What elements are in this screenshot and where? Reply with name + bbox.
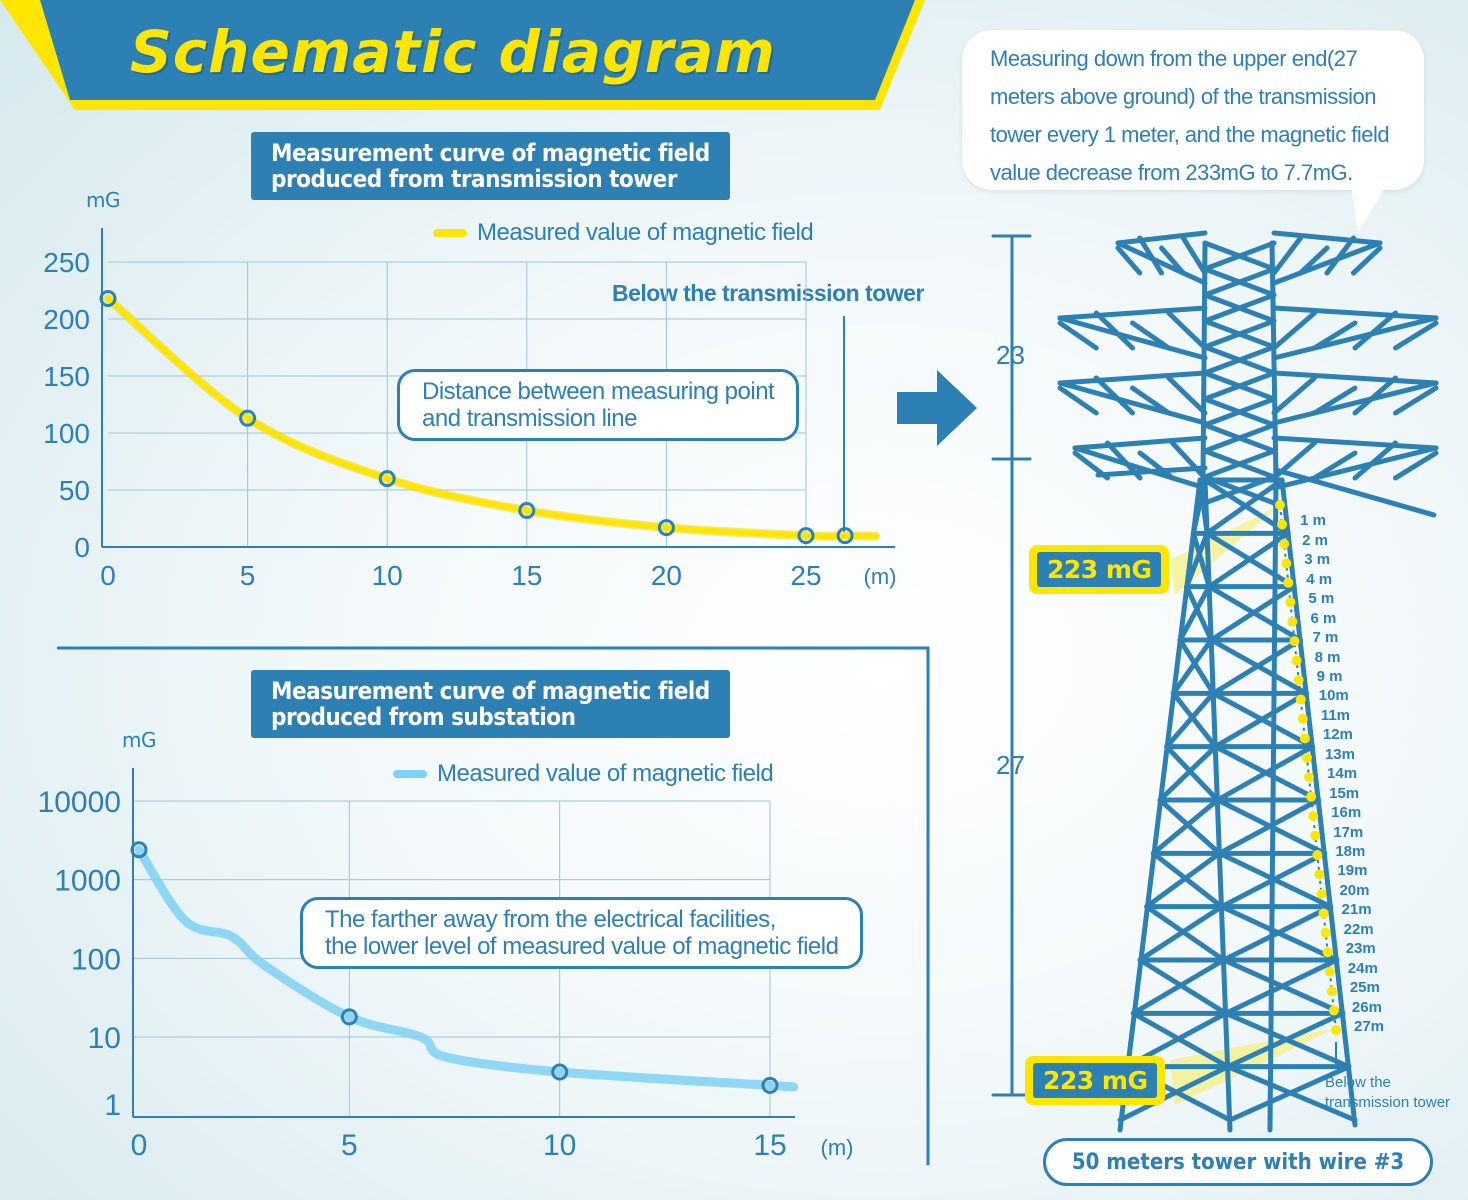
- meter-label: 14m: [1327, 765, 1358, 783]
- chart2-legend-label: Measured value of magnetic field: [437, 760, 774, 787]
- y-tick-label: 10: [87, 1022, 121, 1055]
- measure-point: [1308, 811, 1318, 821]
- y-tick-label: 1000: [54, 864, 121, 898]
- top-reading-badge: [1029, 545, 1169, 594]
- meter-label: 3 m: [1304, 551, 1331, 569]
- tower-strut: [1075, 438, 1205, 448]
- meter-label: 27m: [1354, 1018, 1385, 1035]
- chart2-title-line: Measurement curve of magnetic field: [271, 677, 710, 705]
- x-axis-unit: (m): [820, 1135, 854, 1160]
- chart2-callout-line: the lower level of measured value of magnetic field: [325, 933, 839, 960]
- chart1-legend-label: Measured value of magnetic field: [477, 219, 814, 246]
- y-tick-label: 100: [70, 943, 121, 977]
- tower-strut: [1274, 313, 1315, 348]
- chart1-title-line: Measurement curve of magnetic field: [271, 139, 710, 167]
- meter-label: 20m: [1339, 881, 1370, 899]
- x-tick-label: 15: [753, 1129, 787, 1162]
- dimension-bottom-label: 27: [996, 750, 1025, 780]
- meter-label: 4 m: [1306, 570, 1333, 588]
- meter-label: 23m: [1345, 940, 1376, 958]
- measure-point: [1279, 539, 1289, 549]
- meter-label: 15m: [1329, 784, 1360, 802]
- meter-label: 16m: [1331, 804, 1362, 822]
- x-tick-label: 15: [511, 560, 543, 591]
- tower-strut: [1118, 233, 1205, 243]
- measure-point: [1281, 558, 1291, 568]
- meter-label: 13m: [1324, 745, 1355, 763]
- bottom-reading-value: 223 mG: [1033, 1063, 1157, 1098]
- measure-point: [1329, 1006, 1339, 1016]
- measure-point: [1319, 908, 1329, 918]
- tower-strut: [1098, 468, 1205, 475]
- meter-label: 7 m: [1312, 629, 1339, 647]
- chart1-callout-line: Distance between measuring point: [422, 378, 775, 405]
- meter-label: 11m: [1320, 706, 1351, 724]
- below-tower-note-line: Below the: [1325, 1074, 1391, 1091]
- chart1-title-line: produced from transmission tower: [271, 165, 677, 193]
- measure-point: [1290, 636, 1300, 646]
- measure-point: [1285, 597, 1295, 607]
- tower-strut: [1173, 443, 1206, 478]
- measure-point: [1325, 967, 1335, 977]
- tower-strut: [1060, 308, 1205, 318]
- tower-strut: [1274, 238, 1301, 273]
- tower-strut: [1169, 313, 1205, 348]
- measure-point: [1327, 986, 1337, 996]
- below-tower-note-line: transmission tower: [1325, 1094, 1451, 1111]
- tower-strut: [1169, 378, 1205, 413]
- meter-label: 18m: [1335, 843, 1366, 860]
- below-tower-label: Below the transmission tower: [612, 280, 924, 306]
- page-title: Schematic diagram: [130, 18, 776, 86]
- x-tick-label: 0: [100, 560, 116, 591]
- meter-label: 22m: [1343, 920, 1374, 938]
- chart2-title-line: produced from substation: [271, 703, 576, 731]
- measure-point: [1310, 831, 1320, 841]
- y-tick-label: 10000: [37, 786, 121, 819]
- measure-point: [1316, 889, 1326, 899]
- y-tick-label: 250: [43, 247, 90, 278]
- meter-label: 25m: [1349, 979, 1380, 997]
- top-reading-value: 223 mG: [1037, 552, 1161, 587]
- chart1-y-unit: mG: [86, 188, 120, 212]
- meter-label: 5 m: [1308, 590, 1335, 608]
- y-tick-label: 150: [43, 361, 90, 392]
- meter-label: 9 m: [1316, 668, 1343, 685]
- y-tick-label: 1: [104, 1089, 121, 1122]
- meter-label: 12m: [1322, 726, 1353, 744]
- measure-point: [1312, 850, 1322, 860]
- measure-point: [1321, 928, 1331, 938]
- meter-label: 2 m: [1302, 531, 1328, 549]
- x-tick-label: 10: [371, 560, 403, 591]
- measure-point: [1304, 772, 1314, 782]
- x-tick-label: 5: [340, 1129, 358, 1162]
- meter-label: 24m: [1347, 959, 1378, 977]
- tower-strut: [1274, 233, 1380, 243]
- speech-text: Measuring down from the upper end(27 meters above ground) of the transmission tower every 1 meter, and the magnetic field value decrease from 233mG to 7.7mG.: [990, 46, 1390, 185]
- measure-point: [1331, 1025, 1341, 1035]
- tower-strut: [1272, 243, 1276, 480]
- y-tick-label: 100: [43, 418, 90, 449]
- tower-strut: [1274, 373, 1436, 383]
- measure-point: [1302, 753, 1312, 763]
- meter-label: 8 m: [1314, 648, 1341, 666]
- x-tick-label: 25: [790, 560, 822, 591]
- measure-point: [1287, 617, 1297, 627]
- y-tick-label: 200: [43, 304, 90, 335]
- tower-strut: [1183, 238, 1205, 273]
- tower-strut: [1203, 243, 1205, 480]
- meter-label: 17m: [1333, 823, 1364, 841]
- meter-label: 19m: [1337, 862, 1368, 880]
- measure-point: [1283, 578, 1293, 588]
- tower-strut: [1274, 438, 1436, 448]
- measure-point: [1306, 792, 1316, 802]
- measure-point: [1300, 733, 1310, 743]
- below-tower-note: [1325, 1073, 1450, 1113]
- dimension-top-label: 23: [996, 340, 1025, 370]
- chart2-callout-line: The farther away from the electrical facilities,: [325, 906, 776, 933]
- tower-caption: 50 meters tower with wire #3: [1043, 1138, 1433, 1186]
- tower-strut: [1274, 308, 1436, 318]
- bottom-reading-badge: [1025, 1056, 1165, 1105]
- measure-point: [1323, 947, 1333, 957]
- meter-label: 6 m: [1310, 609, 1337, 627]
- meter-label: 26m: [1351, 998, 1382, 1016]
- measure-point: [1296, 694, 1306, 704]
- measure-point: [1292, 656, 1302, 666]
- y-tick-label: 50: [58, 475, 90, 506]
- meter-label: 21m: [1341, 901, 1372, 919]
- meter-label: 10m: [1318, 687, 1349, 705]
- chart2-y-unit: mG: [122, 728, 156, 752]
- x-tick-label: 5: [239, 560, 256, 591]
- y-tick-label: 0: [74, 532, 90, 563]
- measure-point: [1298, 714, 1308, 724]
- x-tick-label: 0: [130, 1129, 148, 1162]
- x-tick-label: 20: [650, 560, 682, 591]
- measure-point: [1294, 675, 1304, 685]
- tower-strut: [1060, 373, 1205, 383]
- tower-strut: [1274, 378, 1315, 413]
- measure-point: [1277, 519, 1287, 529]
- measure-point-top: [1275, 500, 1285, 510]
- chart1-callout-line: and transmission line: [422, 405, 637, 432]
- meter-label: 1 m: [1300, 512, 1326, 530]
- x-axis-unit: (m): [863, 564, 897, 589]
- x-tick-label: 10: [542, 1129, 577, 1162]
- measure-point: [1314, 869, 1324, 879]
